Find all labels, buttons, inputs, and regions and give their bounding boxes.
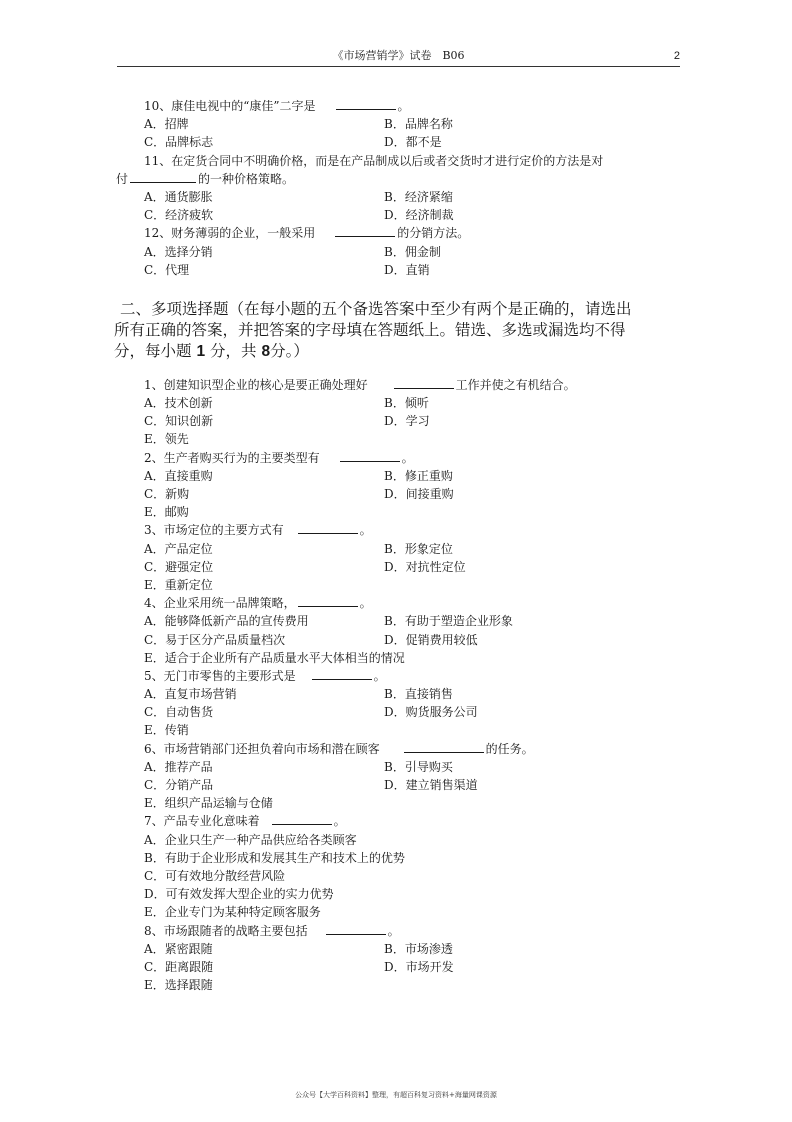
option: A．推荐产品 [144,759,213,774]
option-row [144,849,664,867]
question: 5、无门市零售的主要形式是 。 [144,668,386,683]
option: E．企业专门为某种特定顾客服务 [144,905,321,920]
answer-blank [336,97,396,110]
option-row [144,394,664,412]
option: C．品牌标志 [144,135,214,150]
option: C．可有效地分散经营风险 [144,868,286,883]
answer-blank [326,922,386,935]
option: D．间接重购 [384,487,454,501]
option: A．直接重购 [144,468,213,483]
option-row [144,885,664,903]
question-continuation: 付 的一种价格策略。 [116,171,295,186]
option-row [144,758,664,776]
option: E．组织产品运输与仓储 [144,796,273,811]
page-number: 2 [673,50,680,62]
option-row [144,976,664,994]
answer-blank [404,740,484,753]
option-row [144,867,664,885]
option-row [144,558,664,576]
option: C．距离跟随 [144,959,214,974]
option: E．适合于企业所有产品质量水平大体相当的情况 [144,650,405,665]
option: E．选择跟随 [144,978,213,993]
option-row [144,467,664,485]
option: D．经济制裁 [384,208,454,223]
option: C．分销产品 [144,778,214,792]
option: B．有助于塑造企业形象 [384,614,513,629]
option: D．都不是 [384,135,442,150]
answer-blank [394,376,454,389]
option: D．促销费用较低 [384,632,478,647]
option: D．购货服务公司 [384,705,478,720]
answer-blank [298,521,358,534]
option: C．避强定位 [144,559,214,574]
question: 8、市场跟随者的战略主要包括 。 [144,923,400,938]
section-heading: 二、多项选择题（在每小题的五个备选答案中至少有两个是正确的，请选出所有正确的答案，并把答案的字母填在答题纸上。错选、多选或漏选均不得分，每小题 1 分，共 8分。） [114,299,632,360]
option: A．选择分销 [144,244,213,259]
option: B．品牌名称 [384,117,453,132]
option: B．引导购买 [384,759,453,774]
option: B．市场渗透 [384,941,453,956]
option-row [144,612,664,630]
option: A．紧密跟随 [144,941,213,956]
page-header [117,49,680,67]
option: D．对抗性定位 [384,559,466,574]
option: E．重新定位 [144,577,213,592]
option-row [144,430,664,448]
option: A．技术创新 [144,396,213,411]
option: D．直销 [384,262,430,277]
option: A．企业只生产一种产品供应给各类顾客 [144,832,357,847]
option: A．通货膨胀 [144,189,213,204]
option: B．倾听 [384,396,429,411]
option-row [144,206,664,224]
option: C．新购 [144,487,190,501]
option: C．易于区分产品质量档次 [144,632,286,647]
option-row [144,631,664,649]
question: 12、财务薄弱的企业，一般采用 的分销方法。 [144,226,470,241]
option: D．可有效发挥大型企业的实力优势 [144,887,334,902]
answer-blank [298,594,358,607]
option: C．经济疲软 [144,208,214,223]
option-row [144,958,664,976]
option: E．领先 [144,432,189,447]
answer-blank [340,449,400,462]
option-row [144,703,664,721]
option-row [144,903,664,921]
option: B．直接销售 [384,687,453,702]
option-row [144,940,664,958]
option: D．市场开发 [384,959,454,974]
option: B．经济紧缩 [384,189,453,204]
exam-title: 《市场营销学》试卷 B06 [332,49,465,62]
option: C．知识创新 [144,414,214,429]
option-row [144,776,664,794]
question: 6、市场营销部门还担负着向市场和潜在顾客 的任务。 [144,741,534,756]
option-row [144,794,664,812]
answer-blank [335,224,395,237]
answer-blank [130,170,196,183]
option-row [144,685,664,703]
option-row [144,721,664,739]
option-row [144,261,664,279]
option-row [144,115,664,133]
option: E．传销 [144,723,189,738]
question: 10、康佳电视中的“康佳”二字是 。 [144,99,410,113]
option-row [144,649,664,667]
question: 4、企业采用统一品牌策略， 。 [144,596,372,611]
option: A．能够降低新产品的宣传费用 [144,614,309,629]
option-row [144,188,664,206]
question: 3、市场定位的主要方式有 。 [144,523,372,538]
exam-content [114,97,664,994]
page-footer: 公众号【大学百科资料】整理，有超百科复习资料+海量网课资源 [295,1091,497,1099]
question: 7、产品专业化意味着 。 [144,814,346,829]
question: 11、在定货合同中不明确价格，而是在产品制成以后或者交货时才进行定价的方法是对 [144,153,604,168]
option-row [144,133,664,151]
option: B．佣金制 [384,244,441,259]
option-row [144,412,664,430]
option: A．直复市场营销 [144,687,237,702]
option-row [144,503,664,521]
option: A．产品定位 [144,541,213,556]
option-row [144,540,664,558]
option: D．学习 [384,414,430,429]
answer-blank [272,812,332,825]
answer-blank [312,667,372,680]
option-row [144,485,664,503]
option: B．有助于企业形成和发展其生产和技术上的优势 [144,850,405,865]
option: D．建立销售渠道 [384,778,478,792]
option: B．修正重购 [384,468,453,483]
option: B．形象定位 [384,541,453,556]
option-row [144,576,664,594]
question: 1、创建知识型企业的核心是要正确处理好 工作并使之有机结合。 [144,377,576,392]
option: C．代理 [144,262,190,277]
question: 2、生产者购买行为的主要类型有 。 [144,450,414,465]
option-row [144,243,664,261]
option: E．邮购 [144,505,189,520]
option: A．招牌 [144,117,189,132]
option-row [144,831,664,849]
option: C．自动售货 [144,705,214,720]
